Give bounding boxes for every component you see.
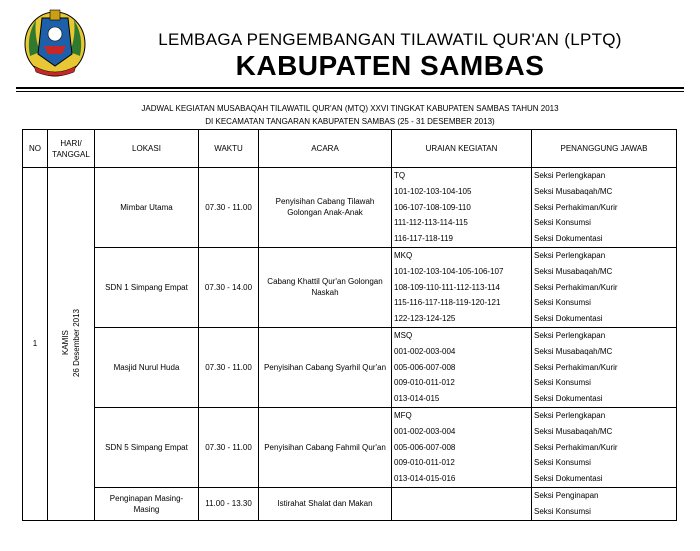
lokasi-text: Penginapan Masing-Masing — [109, 493, 184, 514]
lokasi-cell: Masjid Nurul Huda — [95, 327, 199, 407]
uraian-line: 111-112-113-114-115 — [394, 218, 468, 228]
table-header-row — [23, 130, 677, 168]
penanggung-cell — [532, 247, 677, 327]
penanggung-cell — [532, 487, 677, 520]
row-number: 1 — [23, 168, 48, 521]
lokasi-cell: Mimbar Utama — [95, 168, 199, 248]
acara-text: Penyisihan Cabang Syarhil Qur'an — [263, 362, 387, 372]
acara-text: Istirahat Shalat dan Makan — [277, 499, 373, 509]
uraian-line: MFQ — [394, 410, 412, 420]
penanggung-cell — [532, 327, 677, 407]
header-lokasi: LOKASI — [95, 130, 199, 168]
uraian-line: 101-102-103-104-105 — [394, 186, 472, 196]
penanggung-cell — [532, 168, 677, 248]
uraian-cell — [392, 168, 532, 248]
penanggung-line: Seksi Dokumentasi — [534, 474, 603, 484]
uraian-line: 001-002-003-004 — [394, 346, 456, 356]
penanggung-line: Seksi Penginapan — [534, 490, 599, 500]
penanggung-line: Seksi Perlengkapan — [534, 171, 606, 180]
table-row — [23, 407, 677, 487]
penanggung-line: Seksi Perhakiman/Kurir — [534, 282, 618, 292]
uraian-line: 009-010-011-012 — [394, 378, 455, 388]
penanggung-line: Seksi Musabaqah/MC — [534, 186, 613, 196]
header-rule-thick — [16, 87, 684, 89]
header-uraian: URAIAN KEGIATAN — [392, 130, 532, 168]
waktu-cell: 07.30 - 11.00 — [199, 407, 259, 487]
waktu-cell: 07.30 - 11.00 — [199, 327, 259, 407]
penanggung-line: Seksi Perhakiman/Kurir — [534, 202, 618, 212]
lokasi-cell: SDN 1 Simpang Empat — [95, 247, 199, 327]
schedule-table — [22, 129, 677, 521]
acara-text: Cabang Khattil Qur'an Golongan Naskah — [267, 277, 383, 298]
penanggung-cell — [532, 407, 677, 487]
acara-text: Penyisihan Cabang Tilawah Golongan Anak-Anak — [275, 197, 375, 218]
penanggung-line: Seksi Dokumentasi — [534, 394, 603, 404]
uraian-cell — [392, 407, 532, 487]
penanggung-line: Seksi Musabaqah/MC — [534, 346, 613, 356]
header-hari: HARI/ — [60, 138, 82, 148]
regency-title: KABUPATEN SAMBAS — [235, 50, 545, 81]
waktu-cell: 11.00 - 13.30 — [199, 487, 259, 520]
uraian-line: 108-109-110-111-112-113-114 — [394, 282, 500, 292]
penanggung-line: Seksi Perlengkapan — [534, 410, 606, 420]
penanggung-line: Seksi Konsumsi — [534, 218, 591, 228]
penanggung-line: Seksi Perlengkapan — [534, 250, 606, 260]
acara-text: Penyisihan Cabang Fahmil Qur'an — [264, 442, 386, 452]
lokasi-cell: SDN 5 Simpang Empat — [95, 407, 199, 487]
acara-cell — [259, 487, 392, 520]
uraian-line: 122-123-124-125 — [394, 314, 456, 324]
waktu-cell: 07.30 - 14.00 — [199, 247, 259, 327]
table-row — [23, 247, 677, 327]
sambas-regency-emblem — [22, 6, 88, 78]
penanggung-line: Seksi Perhakiman/Kurir — [534, 442, 618, 452]
uraian-line: 101-102-103-104-105-106-107 — [394, 266, 504, 276]
uraian-line: 001-002-003-004 — [394, 426, 456, 436]
uraian-line: 116-117-118-119 — [394, 234, 454, 244]
header-hari-tanggal — [48, 130, 95, 168]
acara-cell — [259, 168, 392, 248]
penanggung-line: Seksi Musabaqah/MC — [534, 426, 613, 436]
uraian-cell — [392, 327, 532, 407]
header-no: NO — [23, 130, 48, 168]
uraian-cell — [392, 487, 532, 520]
uraian-line: 013-014-015 — [394, 394, 440, 404]
date-text: 26 Desember 2013 — [72, 308, 81, 377]
acara-cell — [259, 247, 392, 327]
uraian-cell — [392, 247, 532, 327]
uraian-line: 013-014-015-016 — [394, 474, 456, 484]
acara-cell — [259, 327, 392, 407]
penanggung-line: Seksi Dokumentasi — [534, 314, 603, 324]
uraian-line: MKQ — [394, 250, 413, 260]
schedule-location-dates: DI KECAMATAN TANGARAN KABUPATEN SAMBAS (25 - 31 DESEMBER 2013) — [205, 117, 495, 126]
header-tanggal: TANGGAL — [52, 149, 90, 159]
lokasi-cell — [95, 487, 199, 520]
header-waktu: WAKTU — [199, 130, 259, 168]
uraian-line: MSQ — [394, 330, 413, 340]
penanggung-line: Seksi Konsumsi — [534, 506, 591, 516]
organization-title: LEMBAGA PENGEMBANGAN TILAWATIL QUR'AN (LPTQ) — [158, 30, 622, 49]
uraian-line: 009-010-011-012 — [394, 458, 455, 468]
uraian-line: 005-006-007-008 — [394, 362, 456, 372]
header-acara: ACARA — [259, 130, 392, 168]
penanggung-line: Seksi Perlengkapan — [534, 330, 606, 340]
uraian-line: 005-006-007-008 — [394, 442, 456, 452]
uraian-line: TQ — [394, 171, 406, 180]
table-row — [23, 487, 677, 520]
penanggung-line: Seksi Musabaqah/MC — [534, 266, 613, 276]
penanggung-line: Seksi Konsumsi — [534, 378, 591, 388]
header-penanggung: PENANGGUNG JAWAB — [532, 130, 677, 168]
waktu-cell: 07.30 - 11.00 — [199, 168, 259, 248]
schedule-title: JADWAL KEGIATAN MUSABAQAH TILAWATIL QUR'AN (MTQ) XXVI TINGKAT KABUPATEN SAMBAS TAHUN 2013 — [141, 104, 559, 113]
acara-cell — [259, 407, 392, 487]
header-rule-thin — [16, 91, 684, 92]
penanggung-line: Seksi Dokumentasi — [534, 234, 603, 244]
table-row — [23, 327, 677, 407]
penanggung-line: Seksi Konsumsi — [534, 298, 591, 308]
day-date-label — [60, 309, 82, 377]
penanggung-line: Seksi Konsumsi — [534, 458, 591, 468]
uraian-line: 106-107-108-109-110 — [394, 202, 471, 212]
day-date-cell — [48, 168, 95, 521]
day-name: KAMIS — [61, 330, 70, 356]
table-row — [23, 168, 677, 248]
penanggung-line: Seksi Perhakiman/Kurir — [534, 362, 618, 372]
uraian-line: 115-116-117-118-119-120-121 — [394, 298, 501, 308]
